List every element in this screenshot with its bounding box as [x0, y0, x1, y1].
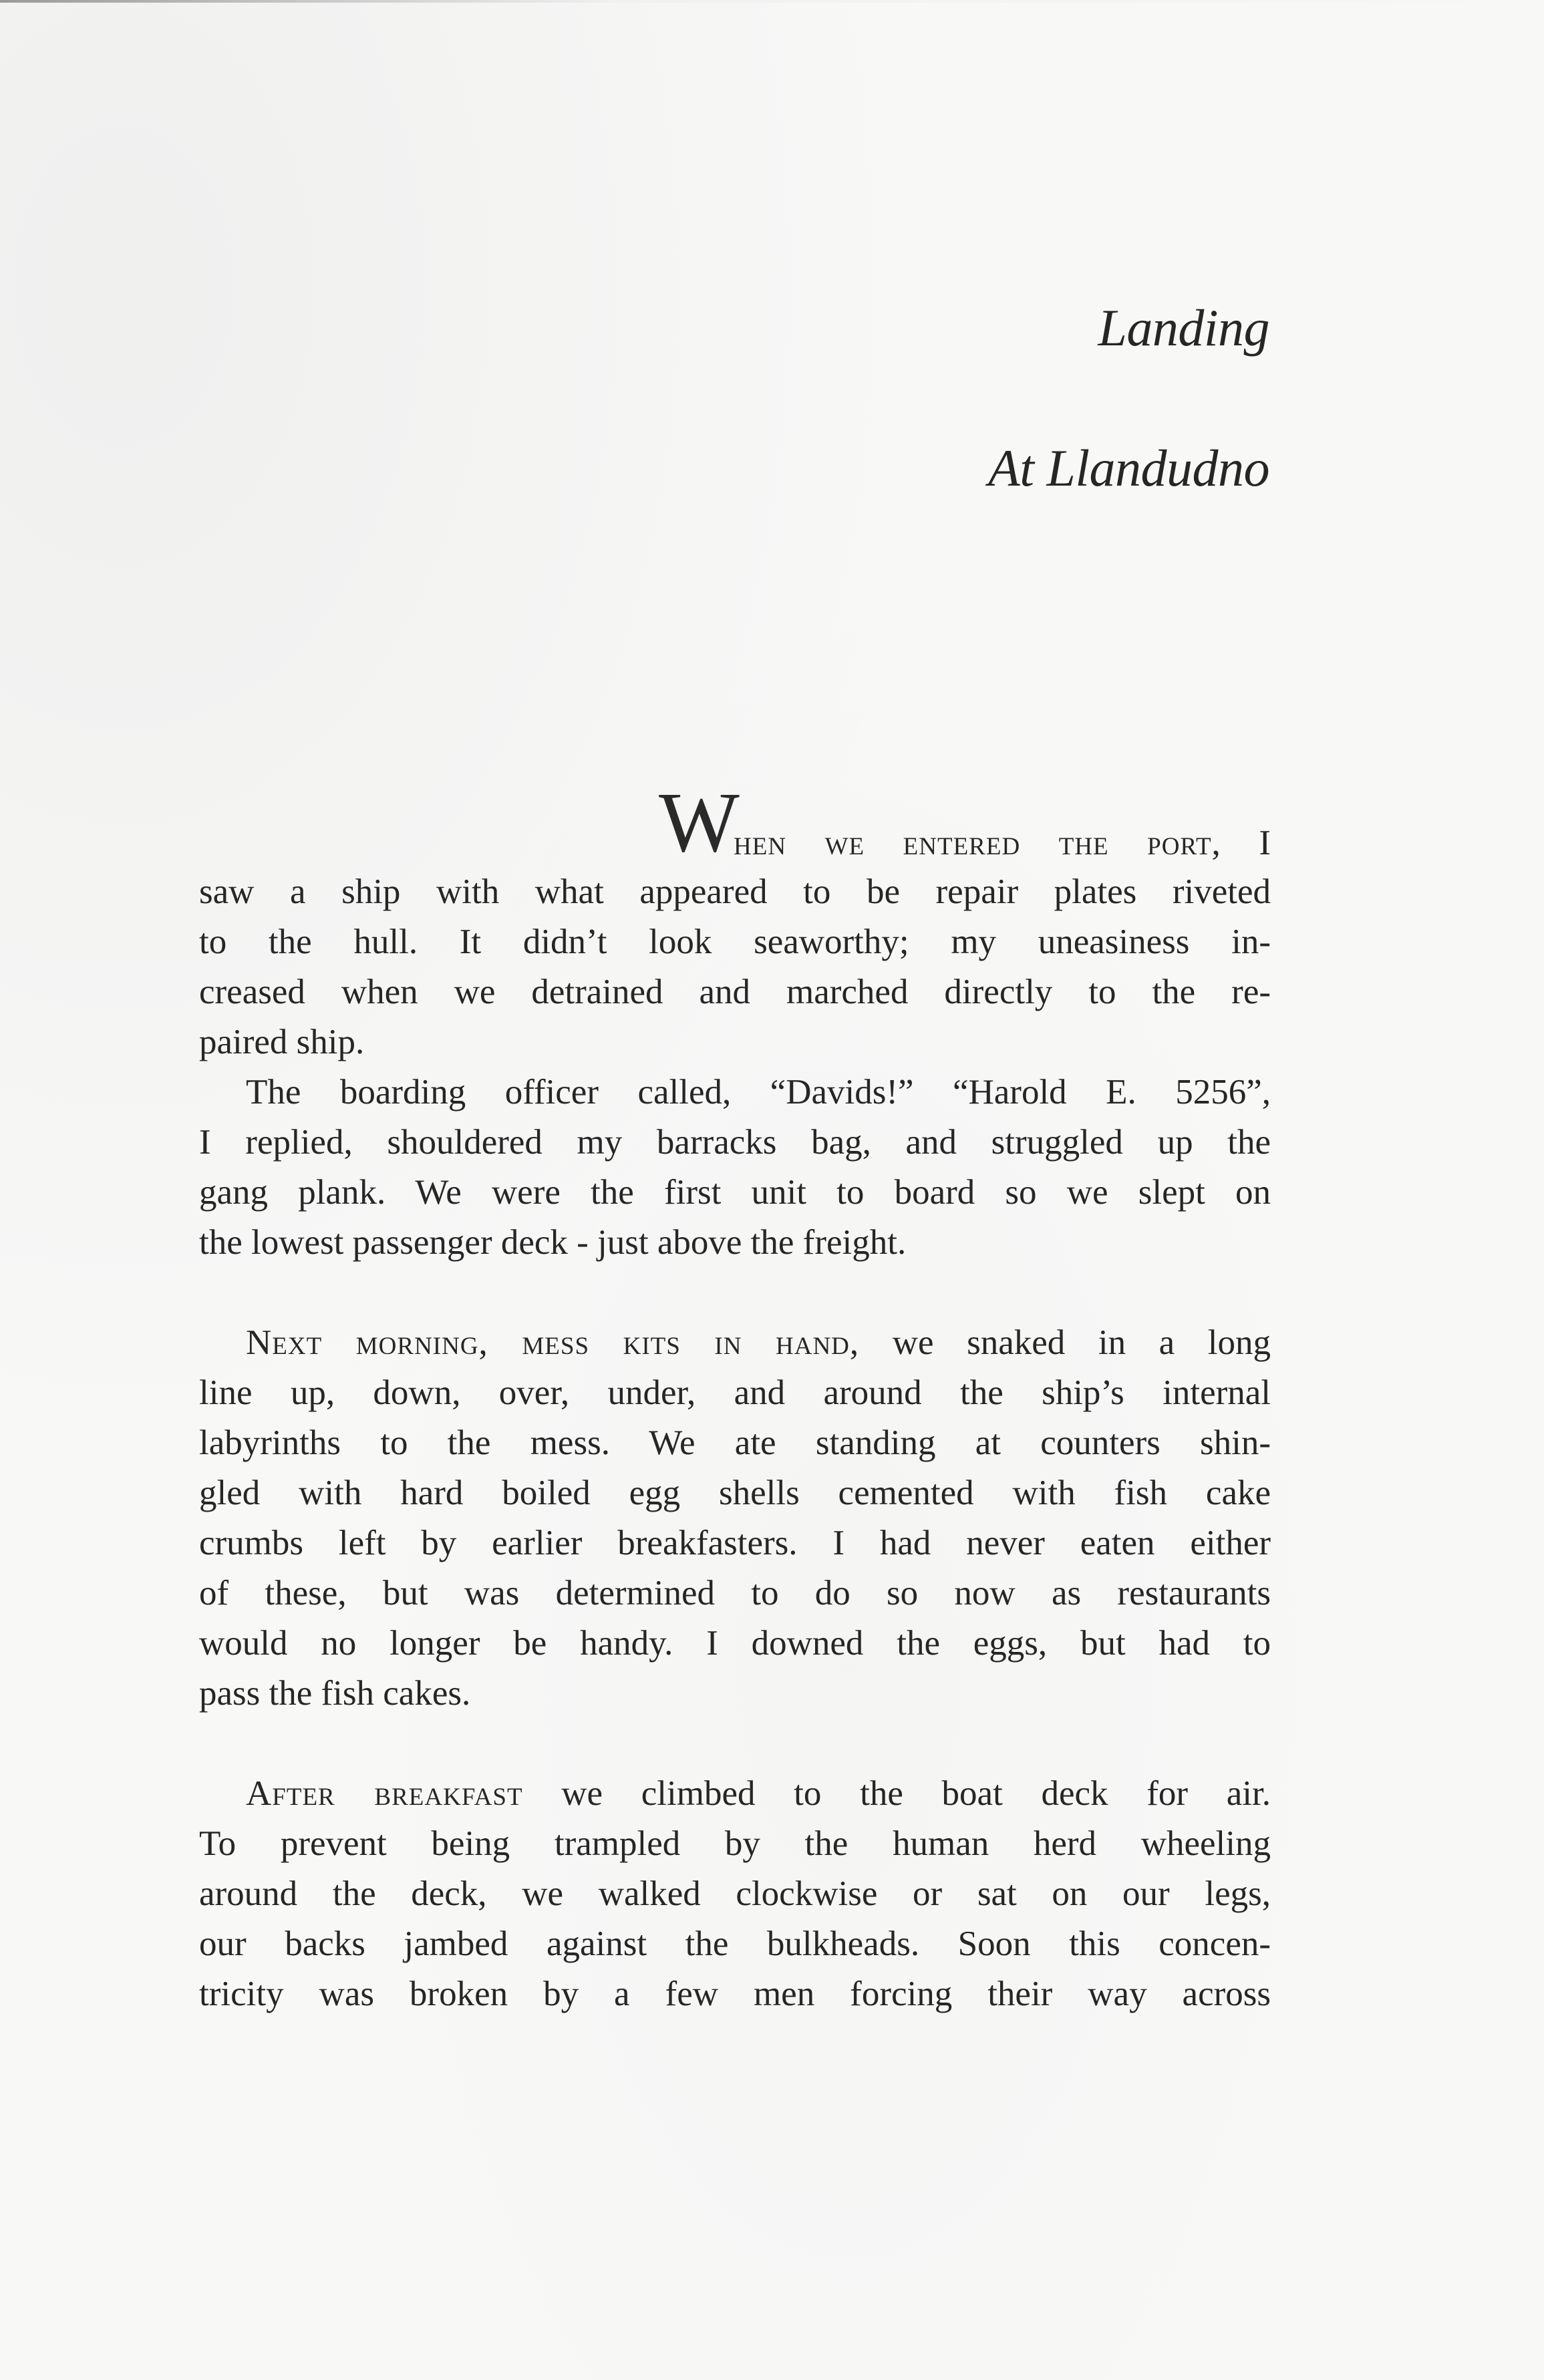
chapter-title-line-1: Landing	[1098, 299, 1269, 357]
opening-smallcaps: hen we entered the port,	[734, 824, 1221, 862]
text-line: around the deck, we walked clockwise or sat on our legs,	[199, 1874, 1271, 1913]
text-line-rest: we climbed to the boat deck for air.	[522, 1774, 1271, 1813]
text-line: tricity was broken by a few men forcing their way across	[199, 1975, 1271, 2013]
text-line: line up, down, over, under, and around the ship’s internal	[199, 1373, 1271, 1412]
text-line: crumbs left by earlier breakfasters. I had never eaten either	[199, 1524, 1271, 1562]
text-line: pass the fish cakes.	[199, 1674, 471, 1713]
text-line: creased when we detrained and marched directly to the re‑	[199, 973, 1271, 1011]
text-line: paired ship.	[199, 1023, 365, 1061]
text-line: would no longer be handy. I downed the eggs, but had to	[199, 1624, 1271, 1663]
page-edge-shadow	[0, 0, 1544, 3]
text-line: to the hull. It didn’t look seaworthy; my uneasiness in‑	[199, 922, 1271, 961]
text-line-rest: we snaked in a long	[859, 1323, 1271, 1362]
text-line: gang plank. We were the first unit to board so we slept on	[199, 1173, 1271, 1212]
paragraph-block-1	[199, 867, 1271, 1268]
drop-cap: W	[659, 775, 740, 870]
text-line: To prevent being trampled by the human herd wheeling	[199, 1824, 1271, 1863]
text-line: I replied, shouldered my barracks bag, and struggled up the	[199, 1123, 1271, 1162]
opening-rest-text: I	[1221, 824, 1271, 862]
text-line: the lowest passenger deck ‑ just above the freight.	[199, 1223, 907, 1262]
text-line: The boarding officer called, “Davids!” “Harold E. 5256”,	[246, 1073, 1271, 1112]
text-line: of these, but was determined to do so now as restaurants	[199, 1574, 1271, 1612]
section-smallcaps-lead: After breakfast	[246, 1774, 523, 1813]
text-line: our backs jambed against the bulkheads. Soon this concen‑	[199, 1924, 1271, 1963]
paragraph-block-3	[199, 1769, 1271, 2019]
opening-line-text	[734, 826, 1271, 861]
chapter-title-line-2: At Llandudno	[988, 439, 1269, 497]
paragraph-block-2	[199, 1318, 1271, 1719]
text-line: saw a ship with what appeared to be repair plates riveted	[199, 872, 1271, 911]
text-line	[199, 1769, 1271, 1819]
text-line	[199, 1318, 1271, 1368]
text-line: gled with hard boiled egg shells cemented with fish cake	[199, 1474, 1271, 1512]
section-smallcaps-lead: Next morning, mess kits in hand,	[246, 1323, 860, 1362]
text-line: labyrinths to the mess. We ate standing at counters shin‑	[199, 1423, 1271, 1462]
opening-line	[659, 775, 1271, 870]
